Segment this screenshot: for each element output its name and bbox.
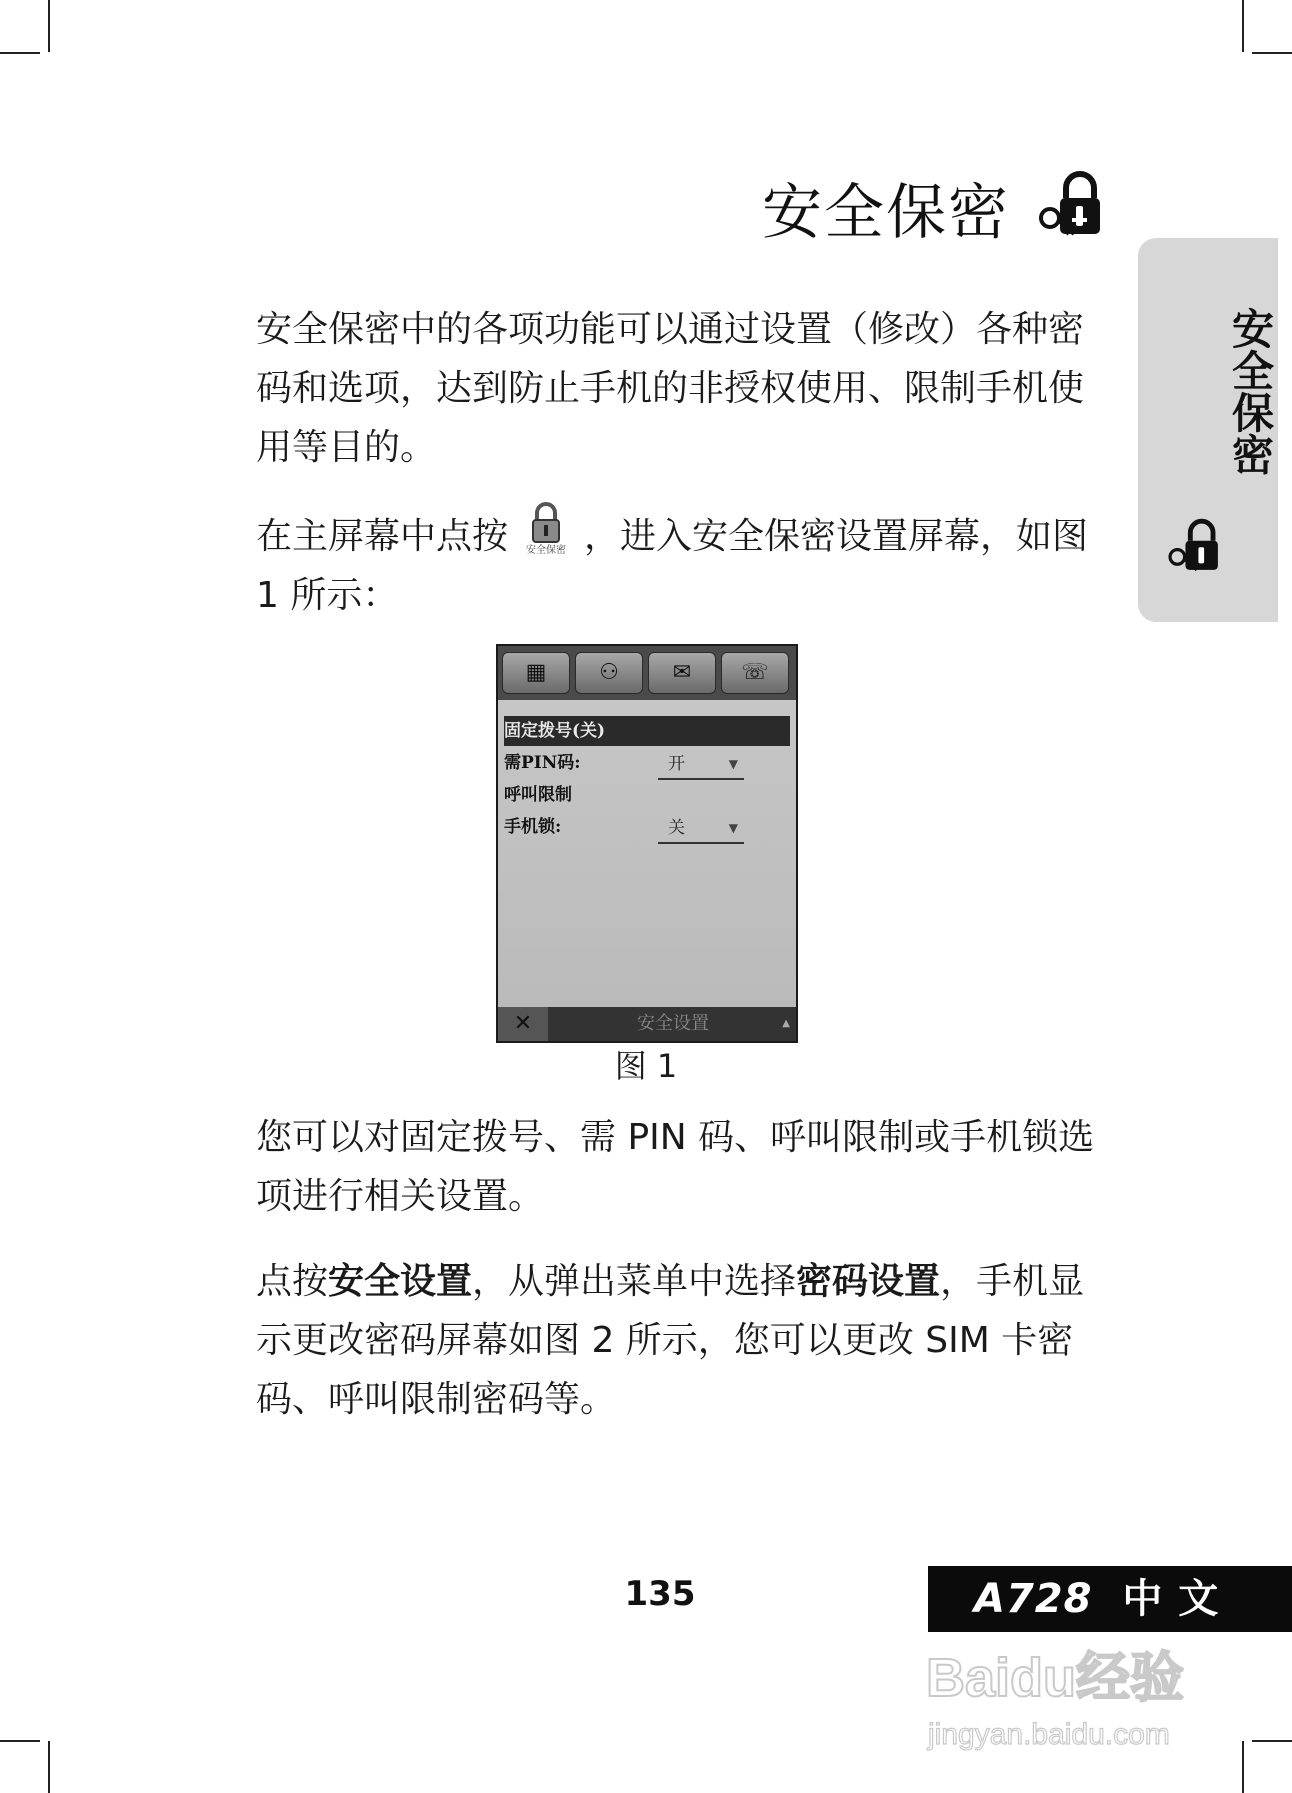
password-settings-term: 密码设置 — [796, 1261, 941, 1302]
triangle-up-icon: ▲ — [782, 1018, 790, 1029]
lock-key-icon — [1166, 518, 1226, 578]
password-text-a: 点按 — [256, 1261, 329, 1302]
crop-mark — [1252, 1740, 1292, 1742]
password-paragraph — [256, 1252, 1106, 1429]
lock-icon — [528, 502, 564, 544]
instruction-text-after: ，进入安全保密设置屏幕，如图 1 所示： — [256, 516, 1089, 616]
security-app-icon-caption: 安全保密 — [526, 545, 567, 556]
phone-tab-bar — [498, 646, 796, 700]
crop-mark — [48, 1741, 50, 1793]
security-app-icon — [510, 502, 582, 562]
phone-screenshot — [496, 644, 798, 1043]
pin-required-item — [504, 748, 790, 778]
crop-mark — [0, 1740, 40, 1742]
crop-mark — [1252, 52, 1292, 54]
chevron-down-icon: ▼ — [728, 757, 738, 771]
pin-required-select — [658, 750, 744, 780]
call-barring-item: 呼叫限制 — [504, 785, 572, 805]
phone-icon: ☏ — [721, 652, 789, 694]
password-text-e: ，手机显示更改密码屏幕如图 2 所示，您可以更改 SIM 卡密码、呼叫限制密码等。 — [256, 1261, 1085, 1420]
side-tab-label: 安全保密 — [1226, 307, 1275, 475]
security-settings-softkey-label: 安全设置 — [637, 1013, 709, 1034]
page-title: 安全保密 — [762, 178, 1010, 248]
fixed-dialing-item: 固定拨号(关) — [504, 716, 790, 746]
pin-required-value: 开 — [668, 754, 685, 774]
crop-mark — [1242, 0, 1244, 52]
crop-mark — [1242, 1741, 1244, 1793]
close-icon: ✕ — [498, 1007, 548, 1041]
crop-mark — [0, 52, 40, 54]
figure-caption: 图 1 — [614, 1047, 678, 1085]
model-banner — [928, 1566, 1292, 1632]
model-lang: 中 文 — [1122, 1576, 1220, 1622]
security-settings-term: 安全设置 — [328, 1261, 473, 1302]
phone-lock-value: 关 — [668, 818, 685, 838]
baidu-watermark — [918, 1632, 1218, 1756]
options-paragraph: 您可以对固定拨号、需 PIN 码、呼叫限制或手机锁选项进行相关设置。 — [256, 1117, 1095, 1217]
crop-mark — [48, 0, 50, 52]
phone-lock-select — [658, 814, 744, 844]
password-text-c: ，从弹出菜单中选择 — [472, 1261, 797, 1302]
side-tab — [1138, 238, 1278, 622]
model-label — [974, 1574, 1219, 1624]
mail-icon: ✉ — [648, 652, 716, 694]
pin-required-label: 需PIN码: — [504, 753, 581, 773]
model-name: A728 — [974, 1576, 1093, 1622]
security-settings-softkey — [550, 1007, 796, 1041]
page-number: 135 — [624, 1574, 696, 1614]
contacts-icon: ⚇ — [575, 652, 643, 694]
instruction-paragraph — [256, 502, 1106, 625]
instruction-text-before: 在主屏幕中点按 — [256, 516, 509, 557]
intro-paragraph: 安全保密中的各项功能可以通过设置（修改）各种密码和选项，达到防止手机的非授权使用、限制手机使用等目的。 — [256, 309, 1085, 468]
chevron-down-icon: ▼ — [728, 821, 738, 835]
watermark-line2: jingyan.baidu.com — [928, 1718, 1170, 1751]
lock-key-icon — [1036, 170, 1110, 244]
phone-lock-label: 手机锁: — [504, 817, 562, 837]
phone-softkey-bar — [498, 1007, 796, 1041]
watermark-line1: Baidu经验 — [926, 1648, 1185, 1708]
phone-lock-item — [504, 812, 790, 842]
grid-icon: ▦ — [502, 652, 570, 694]
